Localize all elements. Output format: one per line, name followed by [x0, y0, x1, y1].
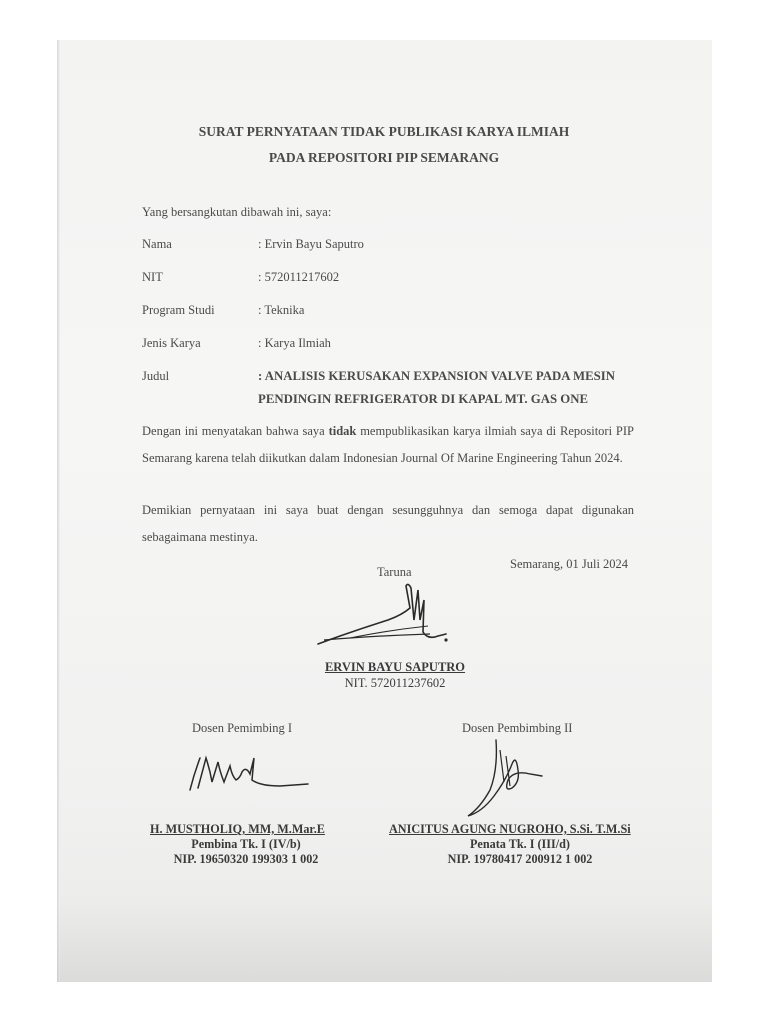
field-label-nama: Nama [142, 237, 172, 251]
supervisor2-rank: Penata Tk. I (III/d) [469, 837, 570, 851]
statement-before: Dengan ini menyatakan bahwa saya [142, 424, 329, 438]
intro-text: Yang bersangkutan dibawah ini, saya: [142, 205, 332, 219]
place-date: Semarang, 01 Juli 2024 [510, 557, 629, 571]
supervisor2-role: Dosen Pembimbing II [462, 721, 573, 735]
student-nit: NIT. 572011237602 [344, 676, 446, 690]
field-value-judul-line1: : ANALISIS KERUSAKAN EXPANSION VALVE PADA MESIN [258, 369, 615, 383]
supervisor1-signature [180, 748, 315, 798]
field-value-nama: : Ervin Bayu Saputro [258, 237, 364, 251]
supervisor2-nip: NIP. 19780417 200912 1 002 [447, 852, 593, 866]
field-label-jenis: Jenis Karya [142, 336, 201, 350]
statement-paragraph [142, 418, 634, 472]
supervisor1-rank: Pembina Tk. I (IV/b) [191, 837, 301, 851]
statement-after: mempublikasikan karya ilmiah saya di Repositori PIP Semarang karena telah diikutkan dalam Indonesian Journal Of Marine Engineering Tahun 2024. [142, 424, 634, 465]
field-label-prodi: Program Studi [142, 303, 215, 317]
supervisor2-name: ANICITUS AGUNG NUGROHO, S.Si. T.M.Si [389, 822, 631, 836]
supervisor1-nip: NIP. 19650320 199303 1 002 [173, 852, 319, 866]
supervisor1-name: H. MUSTHOLIQ, MM, M.Mar.E [150, 822, 325, 836]
closing-paragraph: Demikian pernyataan ini saya buat dengan sesungguhnya dan semoga dapat digunakan sebagaimana mestinya. [142, 503, 634, 544]
document-title-line2: PADA REPOSITORI PIP SEMARANG [268, 150, 500, 165]
supervisor1-role: Dosen Pemimbing I [192, 721, 292, 735]
field-label-judul: Judul [142, 369, 170, 383]
field-value-judul-line2: PENDINGIN REFRIGERATOR DI KAPAL MT. GAS ONE [258, 392, 589, 406]
field-label-nit: NIT [142, 270, 163, 284]
supervisor2-signature [460, 730, 550, 825]
student-signature [310, 580, 470, 655]
student-name: ERVIN BAYU SAPUTRO [324, 660, 466, 674]
statement-emphasis: tidak [328, 424, 357, 438]
field-value-nit: : 572011217602 [258, 270, 340, 284]
document-title-line1: SURAT PERNYATAAN TIDAK PUBLIKASI KARYA ILMIAH [198, 124, 570, 139]
field-value-prodi: : Teknika [258, 303, 305, 317]
paper-bottom-shadow [57, 900, 712, 982]
field-value-jenis: : Karya Ilmiah [258, 336, 331, 350]
student-role: Taruna [377, 565, 412, 579]
paper-edge [57, 40, 60, 982]
